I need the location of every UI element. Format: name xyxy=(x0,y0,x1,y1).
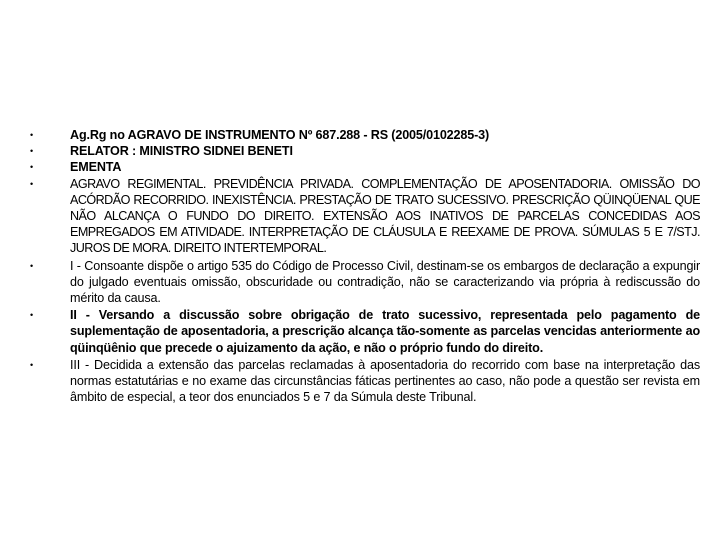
summary-text: AGRAVO REGIMENTAL. PREVIDÊNCIA PRIVADA. COMPLEMENTAÇÃO DE APOSENTADORIA. OMISSÃO DO ACÓRDÃO RECORRIDO. INEXISTÊNCIA. PRESTAÇÃO DE TRATO SUCESSIVO. PRESCRIÇÃO QÜINQÜENAL QUE NÃO ALCANÇA O FUNDO DO DIREITO. EXTENSÃO AOS INATIVOS DE PARCELAS CONCEDIDAS AOS EMPREGADOS EM ATIVIDADE. INTERPRETAÇÃO DE CLÁUSULA E REEXAME DE PROVA. SÚMULAS 5 E 7/STJ. JUROS DE MORA. DIREITO INTERTEMPORAL. xyxy=(70,176,700,256)
summary-heading: EMENTA xyxy=(70,160,122,175)
list-item xyxy=(30,143,700,159)
bullet-icon: • xyxy=(30,359,34,370)
list-item xyxy=(30,127,700,143)
bullet-icon: • xyxy=(30,162,34,173)
list-item xyxy=(30,258,700,307)
list-item xyxy=(30,159,700,175)
list-item xyxy=(30,357,700,406)
bullet-icon: • xyxy=(30,130,34,140)
bullet-icon: • xyxy=(30,310,34,321)
bullet-icon: • xyxy=(30,178,34,189)
paragraph-ii: II - Versando a discussão sobre obrigação de trato sucessivo, representada pelo pagamento de suplementação de aposentadoria, a prescrição alcança tão-somente as parcelas vencidas anteriormente ao qüinqüênio que precede o ajuizamento da ação, e não o próprio fundo do direito. xyxy=(70,308,700,355)
list-item xyxy=(30,307,700,356)
bullet-icon: • xyxy=(30,146,34,157)
bullet-list xyxy=(30,127,700,405)
list-item xyxy=(30,176,700,257)
case-number: Ag.Rg no AGRAVO DE INSTRUMENTO Nº 687.288 - RS (2005/0102285-3) xyxy=(70,128,490,142)
paragraph-iii: III - Decidida a extensão das parcelas reclamadas à aposentadoria do recorrido com base na interpretação das normas estatutárias e no exame das circunstâncias fáticas pertinentes ao caso, não pode a questão ser revista em âmbito de especial, a teor dos enunciados 5 e 7 da Súmula deste Tribunal. xyxy=(70,357,700,405)
rapporteur: RELATOR : MINISTRO SIDNEI BENETI xyxy=(70,144,293,159)
bullet-icon: • xyxy=(30,260,34,271)
paragraph-i: I - Consoante dispõe o artigo 535 do Código de Processo Civil, destinam-se os embargos de declaração a expungir do julgado eventuais omissão, obscuridade ou contradição, não se caracterizando via própria à rediscussão do mérito da causa. xyxy=(70,258,700,306)
